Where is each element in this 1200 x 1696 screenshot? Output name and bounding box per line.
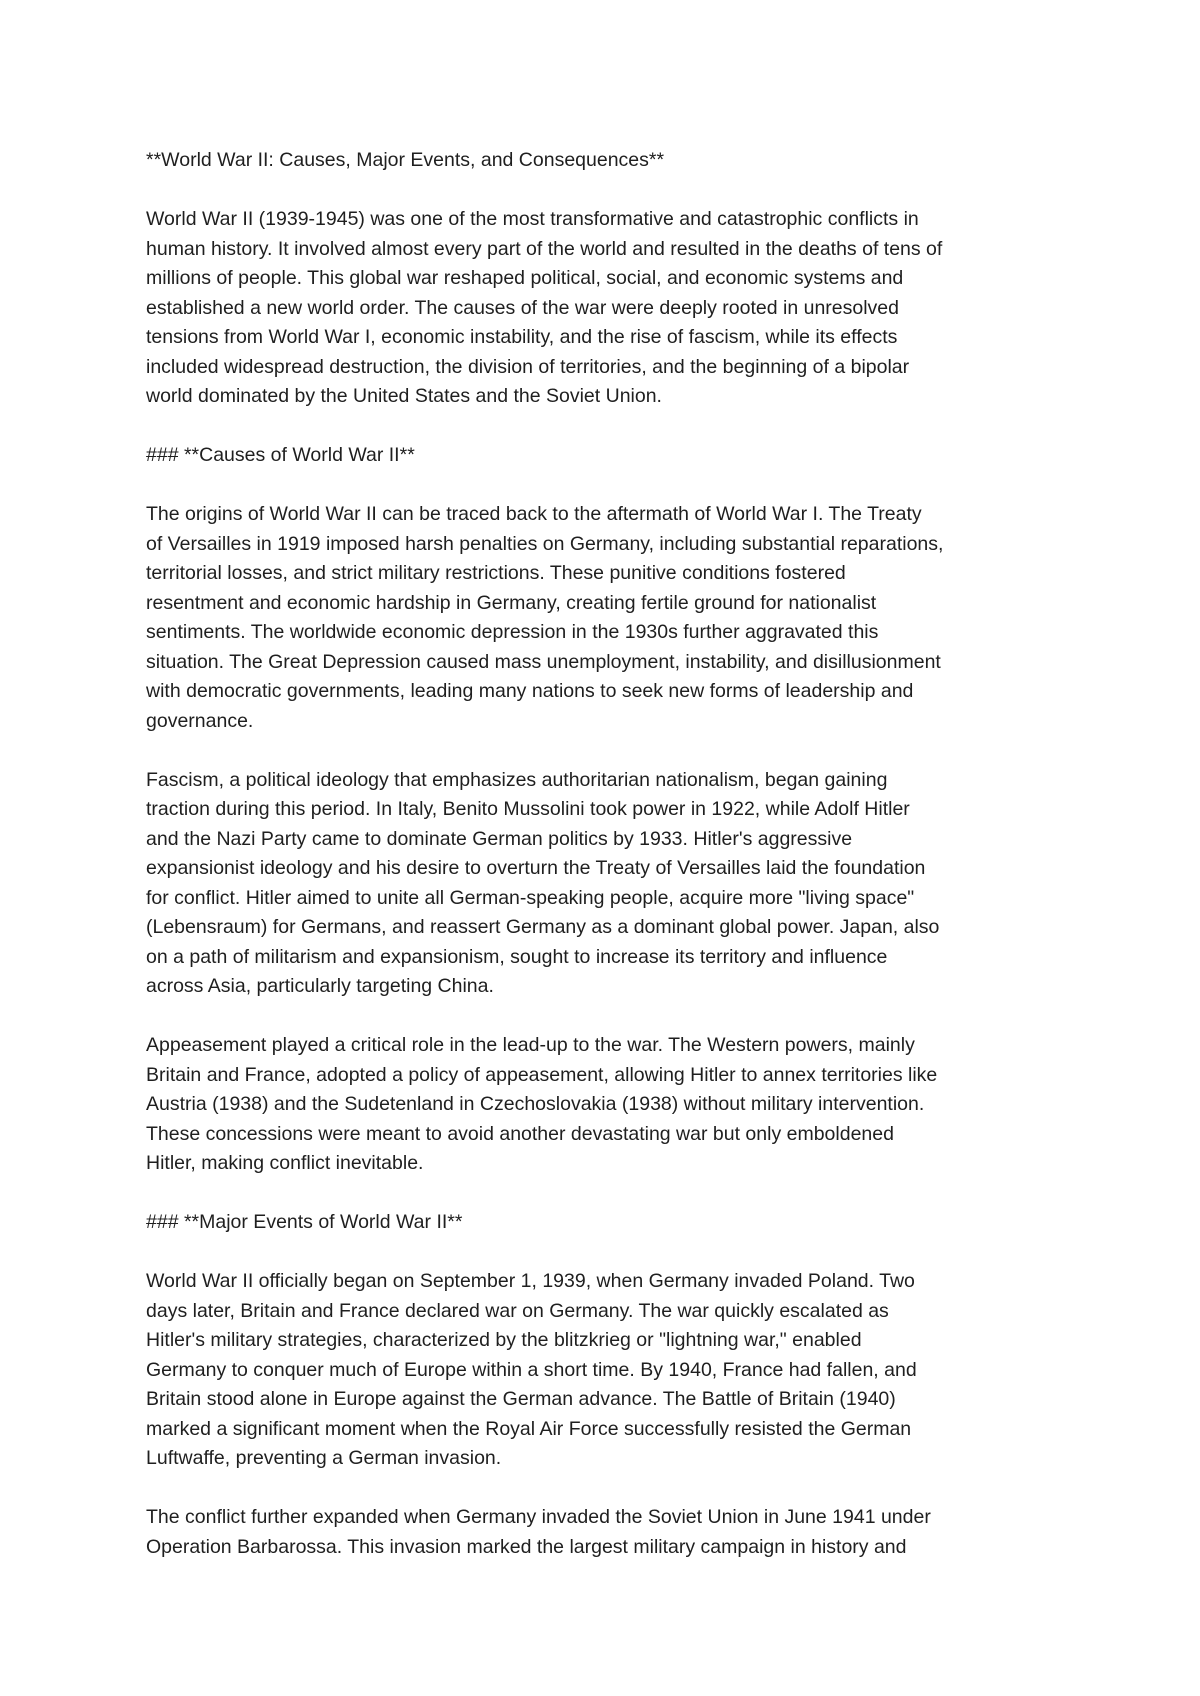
- text-line: These concessions were meant to avoid another devastating war but only emboldened: [146, 1122, 894, 1145]
- paragraph-4: [146, 1031, 1076, 1179]
- text-line: across Asia, particularly targeting China.: [146, 975, 494, 997]
- text-line: Fascism, a political ideology that emphasizes authoritarian nationalism, began gaining: [146, 768, 888, 791]
- text-line: territorial losses, and strict military restrictions. These punitive conditions fostered: [146, 562, 846, 584]
- block-spacer: [146, 1238, 1076, 1268]
- text-line: sentiments. The worldwide economic depression in the 1930s further aggravated this: [146, 621, 879, 643]
- text-line: ### **Causes of World War II**: [146, 444, 415, 466]
- text-line: Luftwaffe, preventing a German invasion.: [146, 1447, 502, 1469]
- block-spacer: [146, 412, 1076, 442]
- text-line: (Lebensraum) for Germans, and reassert Germany as a dominant global power. Japan, also: [146, 916, 940, 938]
- text-line: Operation Barbarossa. This invasion marked the largest military campaign in history and: [146, 1535, 907, 1558]
- text-line: human history. It involved almost every part of the world and resulted in the deaths of tens of: [146, 237, 943, 260]
- text-line: situation. The Great Depression caused mass unemployment, instability, and disillusionment: [146, 650, 941, 673]
- text-line: Germany to conquer much of Europe within a short time. By 1940, France had fallen, and: [146, 1358, 917, 1381]
- text-line: World War II (1939-1945) was one of the most transformative and catastrophic conflicts in: [146, 208, 919, 230]
- block-spacer: [146, 736, 1076, 766]
- text-line: Hitler, making conflict inevitable.: [146, 1152, 424, 1174]
- text-line: ### **Major Events of World War II**: [146, 1211, 463, 1233]
- text-line: governance.: [146, 709, 254, 732]
- text-line: days later, Britain and France declared war on Germany. The war quickly escalated as: [146, 1299, 889, 1322]
- text-line: The origins of World War II can be traced back to the aftermath of World War I. The Treaty: [146, 503, 922, 525]
- text-line: **World War II: Causes, Major Events, and Consequences**: [146, 149, 665, 171]
- text-line: The conflict further expanded when Germany invaded the Soviet Union in June 1941 under: [146, 1506, 931, 1528]
- block-spacer: [146, 1179, 1076, 1209]
- text-line: Hitler's military strategies, characterized by the blitzkrieg or "lightning war," enabled: [146, 1329, 862, 1351]
- text-line: expansionist ideology and his desire to overturn the Treaty of Versailles laid the foundation: [146, 857, 926, 879]
- text-line: millions of people. This global war reshaped political, social, and economic systems and: [146, 267, 904, 289]
- text-line: established a new world order. The causes of the war were deeply rooted in unresolved: [146, 296, 899, 319]
- text-line: of Versailles in 1919 imposed harsh penalties on Germany, including substantial reparations,: [146, 532, 944, 555]
- text-line: included widespread destruction, the division of territories, and the beginning of a bipolar: [146, 355, 910, 378]
- block-spacer: [146, 176, 1076, 206]
- block-spacer: [146, 471, 1076, 501]
- text-line: Britain and France, adopted a policy of appeasement, allowing Hitler to annex territories like: [146, 1063, 938, 1086]
- block-spacer: [146, 1474, 1076, 1504]
- text-line: resentment and economic hardship in Germany, creating fertile ground for nationalist: [146, 591, 877, 614]
- paragraph-5: [146, 1267, 1076, 1474]
- paragraph-6: [146, 1503, 1076, 1562]
- text-line: for conflict. Hitler aimed to unite all German-speaking people, acquire more "living space": [146, 886, 915, 909]
- text-line: Austria (1938) and the Sudetenland in Czechoslovakia (1938) without military intervention.: [146, 1093, 925, 1115]
- text-line: with democratic governments, leading many nations to seek new forms of leadership and: [146, 680, 914, 702]
- text-line: on a path of militarism and expansionism, sought to increase its territory and influence: [146, 945, 888, 968]
- text-line: and the Nazi Party came to dominate German politics by 1933. Hitler's aggressive: [146, 827, 853, 850]
- section-heading-1: [146, 441, 1076, 471]
- section-heading-2: [146, 1208, 1076, 1238]
- document-title: [146, 146, 1076, 176]
- text-line: Appeasement played a critical role in the lead-up to the war. The Western powers, mainly: [146, 1034, 915, 1056]
- block-spacer: [146, 1002, 1076, 1032]
- paragraph-2: [146, 500, 1076, 736]
- paragraph-3: [146, 766, 1076, 1002]
- text-line: marked a significant moment when the Royal Air Force successfully resisted the German: [146, 1417, 912, 1440]
- text-line: traction during this period. In Italy, Benito Mussolini took power in 1922, while Adolf Hitler: [146, 798, 910, 820]
- text-line: Britain stood alone in Europe against the German advance. The Battle of Britain (1940): [146, 1388, 896, 1410]
- text-line: world dominated by the United States and the Soviet Union.: [146, 385, 662, 407]
- text-line: tensions from World War I, economic instability, and the rise of fascism, while its effects: [146, 326, 898, 348]
- paragraph-1: [146, 205, 1076, 412]
- text-line: World War II officially began on September 1, 1939, when Germany invaded Poland. Two: [146, 1270, 915, 1292]
- document-body: [146, 146, 1076, 1562]
